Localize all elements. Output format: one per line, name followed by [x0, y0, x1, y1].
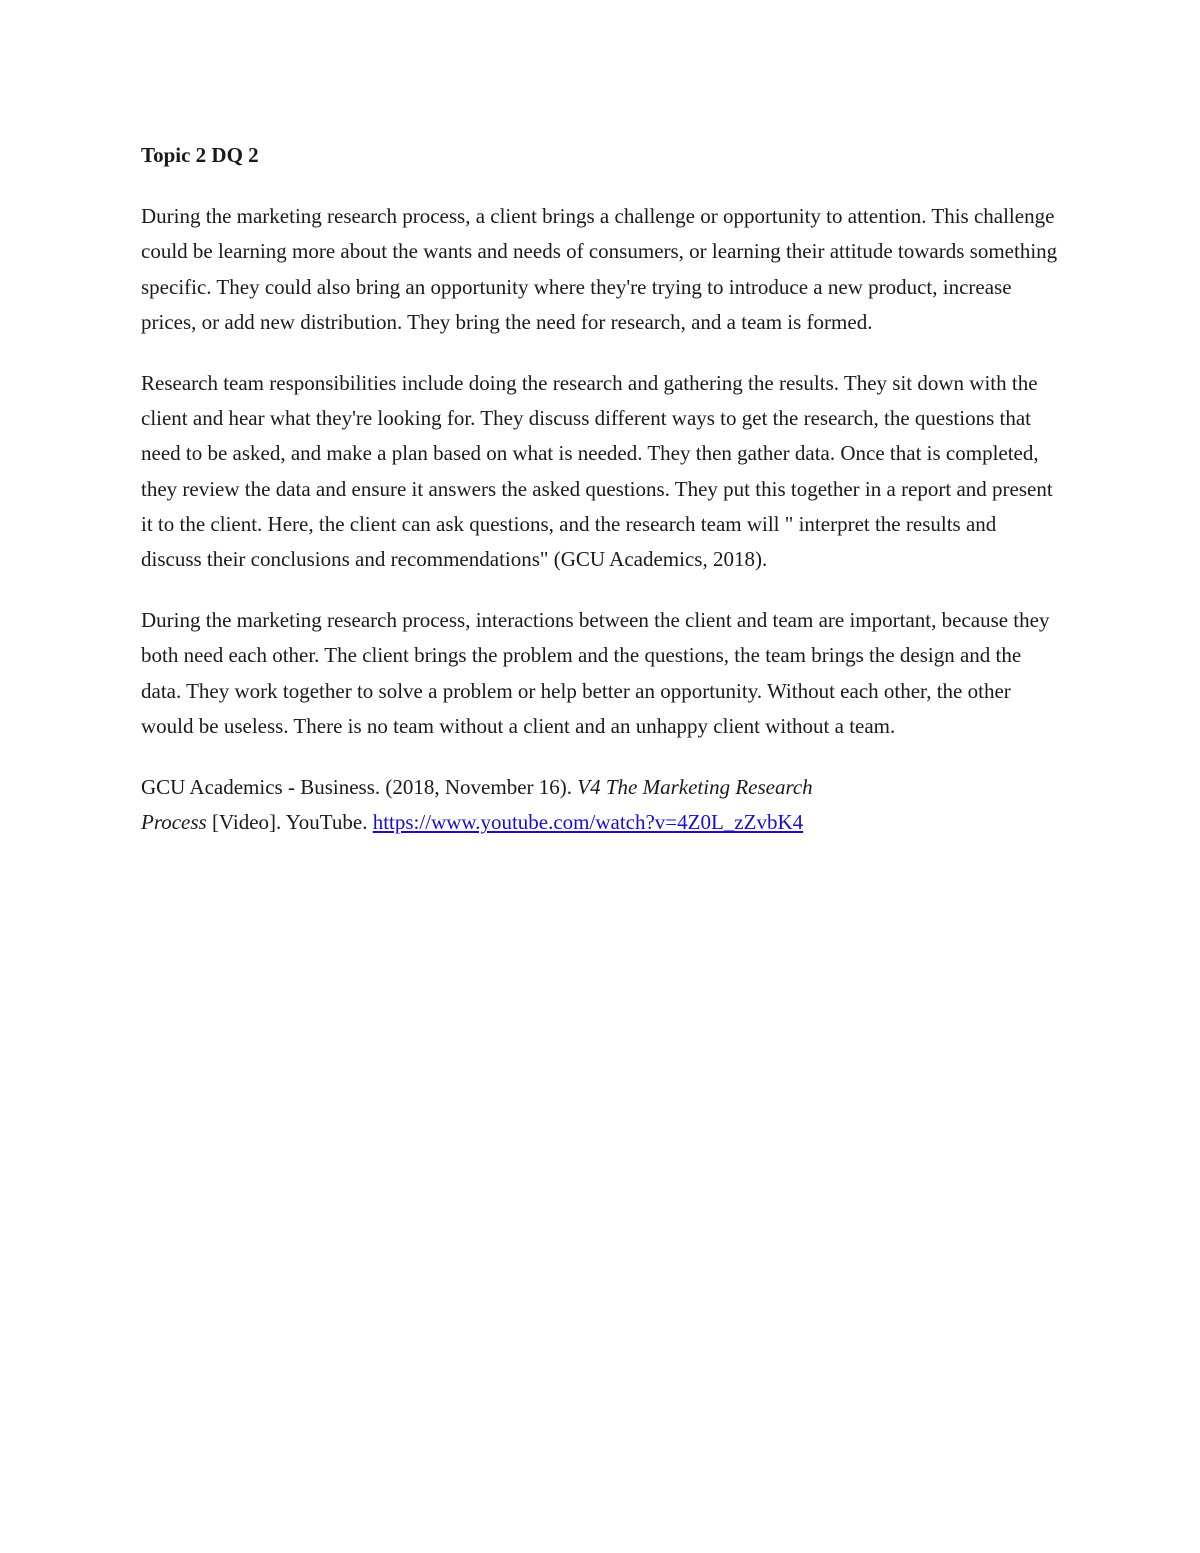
- reference-prefix: GCU Academics - Business. (2018, November 16).: [141, 775, 578, 800]
- paragraph-team-responsibilities: Research team responsibilities include doing the research and gathering the results. They sit down with the client and hear what they're looking for. They discuss different ways to get the research, the questions that need to be asked, and make a plan based on what is needed. They then gather data. Once that is completed, they review the data and ensure it answers the asked questions. They put this together in a report and present it to the client. Here, the client can ask questions, and the research team will " interpret the results and discuss their conclusions and recommendations" (GCU Academics, 2018).: [141, 371, 1053, 572]
- paragraph-interactions: During the marketing research process, interactions between the client and team are important, because they both need each other. The client brings the problem and the questions, the team brings the design and the data. They work together to solve a problem or help better an opportunity. Without each other, the other would be useless. There is no team without a client and an unhappy client without a team.: [141, 608, 1050, 738]
- document-title: Topic 2 DQ 2: [141, 143, 259, 167]
- document-body: [141, 138, 1061, 840]
- reference-entry: [141, 770, 1061, 840]
- reference-title-part1: V4 The Marketing Research: [577, 775, 813, 800]
- reference-suffix: [Video]. YouTube.: [206, 810, 373, 835]
- reference-url-link[interactable]: https://www.youtube.com/watch?v=4Z0L_zZvbK4: [372, 810, 804, 835]
- paragraph-intro: During the marketing research process, a client brings a challenge or opportunity to attention. This challenge could be learning more about the wants and needs of consumers, or learning their attitude towards something specific. They could also bring an opportunity where they're trying to introduce a new product, increase prices, or add new distribution. They bring the need for research, and a team is formed.: [141, 204, 1058, 334]
- reference-title-part2: Process: [141, 810, 207, 835]
